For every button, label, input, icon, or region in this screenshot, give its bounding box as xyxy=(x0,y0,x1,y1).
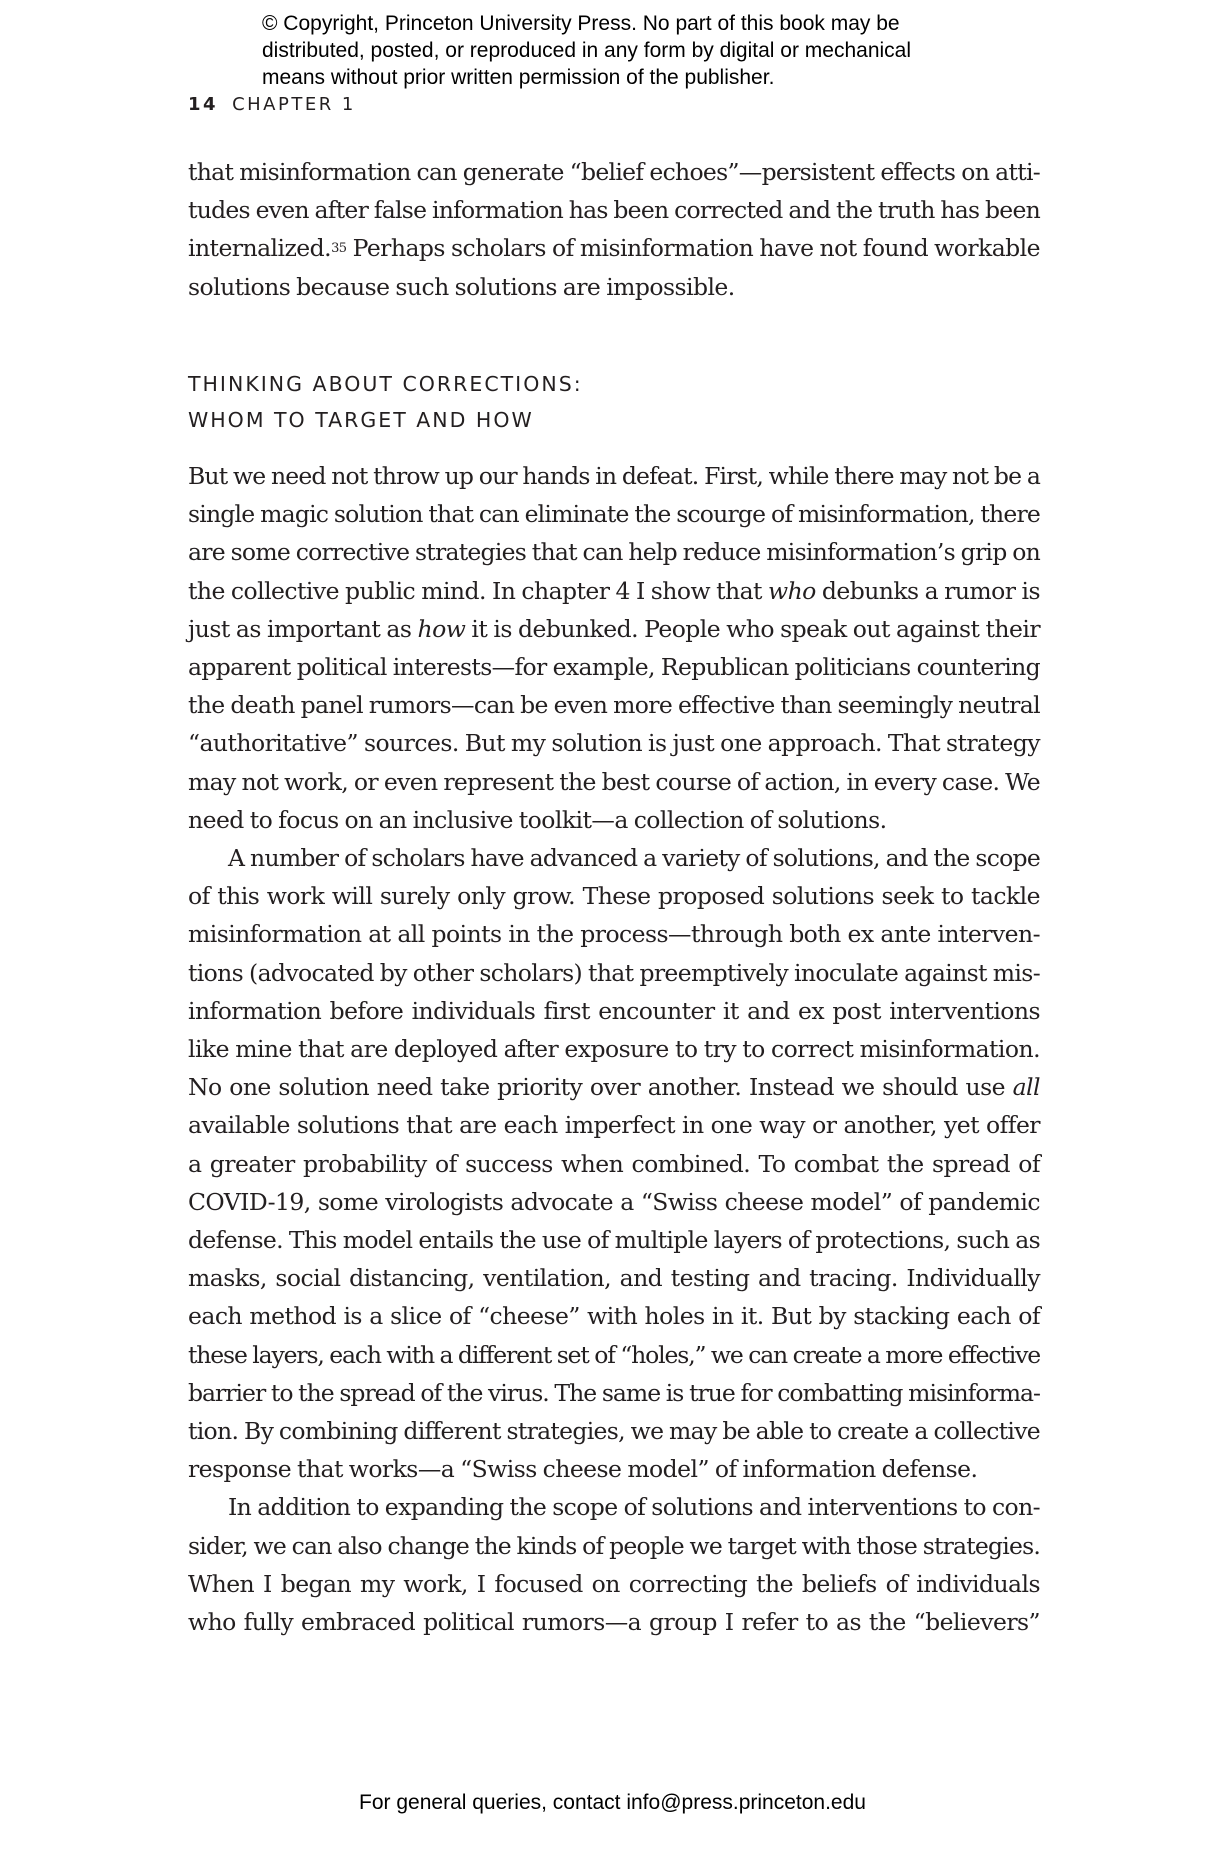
text-run: it is debunked. People who speak out against their xyxy=(465,614,1040,643)
text-line: masks, social distancing, ventilation, and testing and tracing. Individually xyxy=(188,1264,1040,1293)
text-line: apparent political interests—for example, Republican politicians countering xyxy=(188,653,1040,682)
text-run: debunks a rumor is xyxy=(815,576,1040,605)
text-line: these layers, each with a different set of “holes,” we can create a more effective xyxy=(188,1340,1040,1369)
text-line: defense. This model entails the use of multiple layers of protections, such as xyxy=(188,1226,1040,1255)
text-run: the collective public mind. In chapter 4 I show that xyxy=(188,576,769,605)
emphasis: how xyxy=(417,614,466,643)
copyright-line: © Copyright, Princeton University Press. No part of this book may be xyxy=(262,12,900,35)
text-line: who fully embraced political rumors—a group I refer to as the “believers” xyxy=(188,1608,1040,1637)
text-line: the death panel rumors—can be even more effective than seemingly neutral xyxy=(188,691,1040,720)
running-head xyxy=(188,94,356,115)
text-run: Perhaps scholars of misinformation have not found workable xyxy=(346,234,1040,263)
text-line: may not work, or even represent the best course of action, in every case. We xyxy=(188,767,1040,796)
text-line: But we need not throw up our hands in defeat. First, while there may not be a xyxy=(188,462,1040,490)
text-line: available solutions that are each imperfect in one way or another, yet offer xyxy=(188,1111,1040,1140)
text-line: a greater probability of success when combined. To combat the spread of xyxy=(188,1149,1040,1178)
section-heading xyxy=(188,366,583,438)
text-line: In addition to expanding the scope of solutions and interventions to con- xyxy=(228,1493,1040,1522)
heading-line: THINKING ABOUT CORRECTIONS: xyxy=(188,372,583,396)
intro-paragraph xyxy=(188,153,1040,306)
emphasis: all xyxy=(1012,1073,1040,1102)
text-line: barrier to the spread of the virus. The same is true for combatting misinforma- xyxy=(188,1378,1040,1407)
text-line: that misinformation can generate “belief echoes”—persistent effects on atti- xyxy=(188,158,1040,186)
text-line: tion. By combining different strategies, we may be able to create a collective xyxy=(188,1417,1040,1446)
copyright-line: distributed, posted, or reproduced in any form by digital or mechanical xyxy=(262,39,912,62)
text-line: information before individuals first encounter it and ex post interventions xyxy=(188,996,1040,1025)
main-body xyxy=(188,457,1040,1641)
page-number: 14 xyxy=(188,94,219,115)
text-line: When I began my work, I focused on correcting the beliefs of individuals xyxy=(188,1569,1040,1598)
text-run: No one solution need take priority over another. Instead we should use xyxy=(188,1073,1013,1102)
heading-line: WHOM TO TARGET AND HOW xyxy=(188,408,534,432)
chapter-label: CHAPTER 1 xyxy=(232,94,356,115)
text-line: need to focus on an inclusive toolkit—a collection of solutions. xyxy=(188,805,887,834)
text-line: like mine that are deployed after exposure to try to correct misinformation. xyxy=(188,1035,1040,1064)
text-line: response that works—a “Swiss cheese model” of information defense. xyxy=(188,1455,978,1484)
emphasis: who xyxy=(768,576,816,605)
footnote-ref: 35 xyxy=(331,241,347,257)
text-run: just as important as xyxy=(188,614,418,643)
text-line: solutions because such solutions are impossible. xyxy=(188,272,735,301)
text-line: sider, we can also change the kinds of people we target with those strategies. xyxy=(188,1531,1040,1560)
text-line: “authoritative” sources. But my solution is just one approach. That strategy xyxy=(188,729,1040,758)
text-line: single magic solution that can eliminate the scourge of misinformation, there xyxy=(188,500,1040,529)
copyright-line: means without prior written permission of the publisher. xyxy=(262,66,775,89)
text-line: A number of scholars have advanced a variety of solutions, and the scope xyxy=(228,844,1040,873)
text-line: misinformation at all points in the process—through both ex ante interven- xyxy=(188,920,1040,949)
text-line: each method is a slice of “cheese” with holes in it. But by stacking each of xyxy=(188,1302,1040,1331)
text-run: internalized. xyxy=(188,234,332,263)
text-line: are some corrective strategies that can help reduce misinformation’s grip on xyxy=(188,538,1040,567)
text-line: tions (advocated by other scholars) that preemptively inoculate against mis- xyxy=(188,958,1040,987)
text-line: tudes even after false information has been corrected and the truth has been xyxy=(188,196,1040,225)
footer-contact: For general queries, contact info@press.princeton.edu xyxy=(359,1791,866,1814)
text-line xyxy=(188,610,1040,648)
text-line: COVID-19, some virologists advocate a “Swiss cheese model” of pandemic xyxy=(188,1187,1040,1216)
copyright-notice xyxy=(262,10,1022,91)
text-line: of this work will surely only grow. These proposed solutions seek to tackle xyxy=(188,882,1040,911)
text-line xyxy=(188,1068,1040,1106)
text-line xyxy=(188,572,1040,610)
text-line xyxy=(188,229,1040,267)
